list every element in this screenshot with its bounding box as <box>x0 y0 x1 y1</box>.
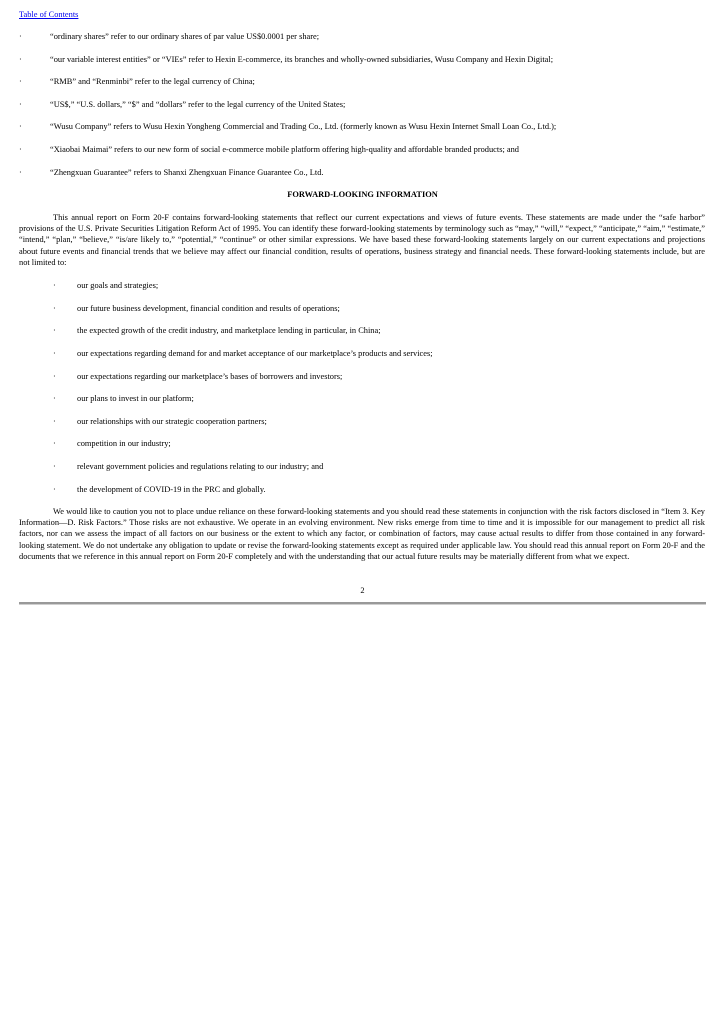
definition-item <box>19 31 706 43</box>
list-item-text: relevant government policies and regulations relating to our industry; and <box>77 462 324 471</box>
bullet-icon: · <box>53 485 56 494</box>
table-of-contents-link[interactable]: Table of Contents <box>19 10 79 19</box>
list-item-text: our goals and strategies; <box>77 281 159 290</box>
definition-item <box>19 99 706 111</box>
list-item <box>19 280 706 292</box>
bullet-icon: · <box>53 417 56 426</box>
bullet-icon: · <box>53 372 56 381</box>
list-item-text: our relationships with our strategic cooperation partners; <box>77 417 267 426</box>
bullet-icon: · <box>53 439 56 448</box>
definition-text: “ordinary shares” refer to our ordinary shares of par value US$0.0001 per share; <box>50 32 320 41</box>
section-heading: FORWARD-LOOKING INFORMATION <box>287 190 438 199</box>
page-divider <box>19 602 706 605</box>
list-item-text: competition in our industry; <box>77 439 171 448</box>
intro-paragraph: This annual report on Form 20-F contains forward-looking statements that reflect our current expectations and views of future events. These statements are made under the “safe harbor” provisions of the U.S. Private Securities Litigation Reform Act of 1995. You can identify these forward-looking statements by terminology such as “may,” “will,” “expect,” “anticipate,” “aim,” “estimate,” “intend,” “plan,” “believe,” “is/are likely to,” “potential,” “continue” or other similar expressions. We have based these forward-looking statements largely on our current expectations and projections about future events and financial trends that we believe may affect our financial condition, results of operations, business strategy and financial needs. These forward-looking statements include, but are not limited to: <box>19 213 705 267</box>
bullet-icon: · <box>19 100 22 109</box>
list-item <box>19 484 706 496</box>
bullet-icon: · <box>53 304 56 313</box>
list-item <box>19 461 706 473</box>
bullet-icon: · <box>53 281 56 290</box>
list-item <box>19 325 706 337</box>
bullet-icon: · <box>19 145 22 154</box>
list-item <box>19 348 706 360</box>
list-item-text: the development of COVID-19 in the PRC and globally. <box>77 485 266 494</box>
list-item-text: our expectations regarding our marketplace’s bases of borrowers and investors; <box>77 372 343 381</box>
list-item-text: the expected growth of the credit industry, and marketplace lending in particular, in China; <box>77 326 381 335</box>
page-number: 2 <box>360 586 365 595</box>
list-item <box>19 371 706 383</box>
bullet-icon: · <box>19 55 22 64</box>
definition-item <box>19 167 706 179</box>
list-item-text: our future business development, financial condition and results of operations; <box>77 304 340 313</box>
definition-text: “our variable interest entities” or “VIEs” refer to Hexin E-commerce, its branches and wholly-owned subsidiaries, Wusu Company and Hexin Digital; <box>50 55 554 64</box>
list-item-text: our expectations regarding demand for and market acceptance of our marketplace’s products and services; <box>77 349 433 358</box>
definition-item <box>19 54 706 66</box>
list-item <box>19 303 706 315</box>
bullet-icon: · <box>53 394 56 403</box>
closing-paragraph: We would like to caution you not to place undue reliance on these forward-looking statements and you should read these statements in conjunction with the risk factors disclosed in “Item 3. Key Information—D. Risk Factors.” Those risks are not exhaustive. We operate in an evolving environment. New risks emerge from time to time and it is impossible for our management to predict all risk factors, nor can we assess the impact of all factors on our business or the extent to which any factor, or combination of factors, may cause actual results to differ from those contained in any forward-looking statement. We do not undertake any obligation to update or revise the forward-looking statements except as required under applicable law. You should read this annual report on Form 20-F and the documents that we reference in this annual report on Form 20-F completely and with the understanding that our actual future results may be materially different from what we expect. <box>19 507 705 561</box>
list-item-text: our plans to invest in our platform; <box>77 394 194 403</box>
definition-text: “Wusu Company” refers to Wusu Hexin Yongheng Commercial and Trading Co., Ltd. (formerly known as Wusu Hexin Internet Small Loan Co., Ltd.); <box>50 122 557 131</box>
bullet-icon: · <box>19 77 22 86</box>
definition-item <box>19 121 706 133</box>
bullet-icon: · <box>19 168 22 177</box>
list-item <box>19 416 706 428</box>
definition-item <box>19 76 706 88</box>
bullet-icon: · <box>53 326 56 335</box>
bullet-icon: · <box>19 32 22 41</box>
list-item <box>19 393 706 405</box>
definition-text: “RMB” and “Renminbi” refer to the legal currency of China; <box>50 77 255 86</box>
definition-text: “Xiaobai Maimai” refers to our new form of social e-commerce mobile platform offering high-quality and affordable branded products; and <box>50 145 519 154</box>
definition-item <box>19 144 706 156</box>
list-item <box>19 438 706 450</box>
definition-text: “Zhengxuan Guarantee” refers to Shanxi Zhengxuan Finance Guarantee Co., Ltd. <box>50 168 324 177</box>
bullet-icon: · <box>53 462 56 471</box>
bullet-icon: · <box>19 122 22 131</box>
bullet-icon: · <box>53 349 56 358</box>
definition-text: “US$,” “U.S. dollars,” “$” and “dollars” refer to the legal currency of the United States; <box>50 100 346 109</box>
